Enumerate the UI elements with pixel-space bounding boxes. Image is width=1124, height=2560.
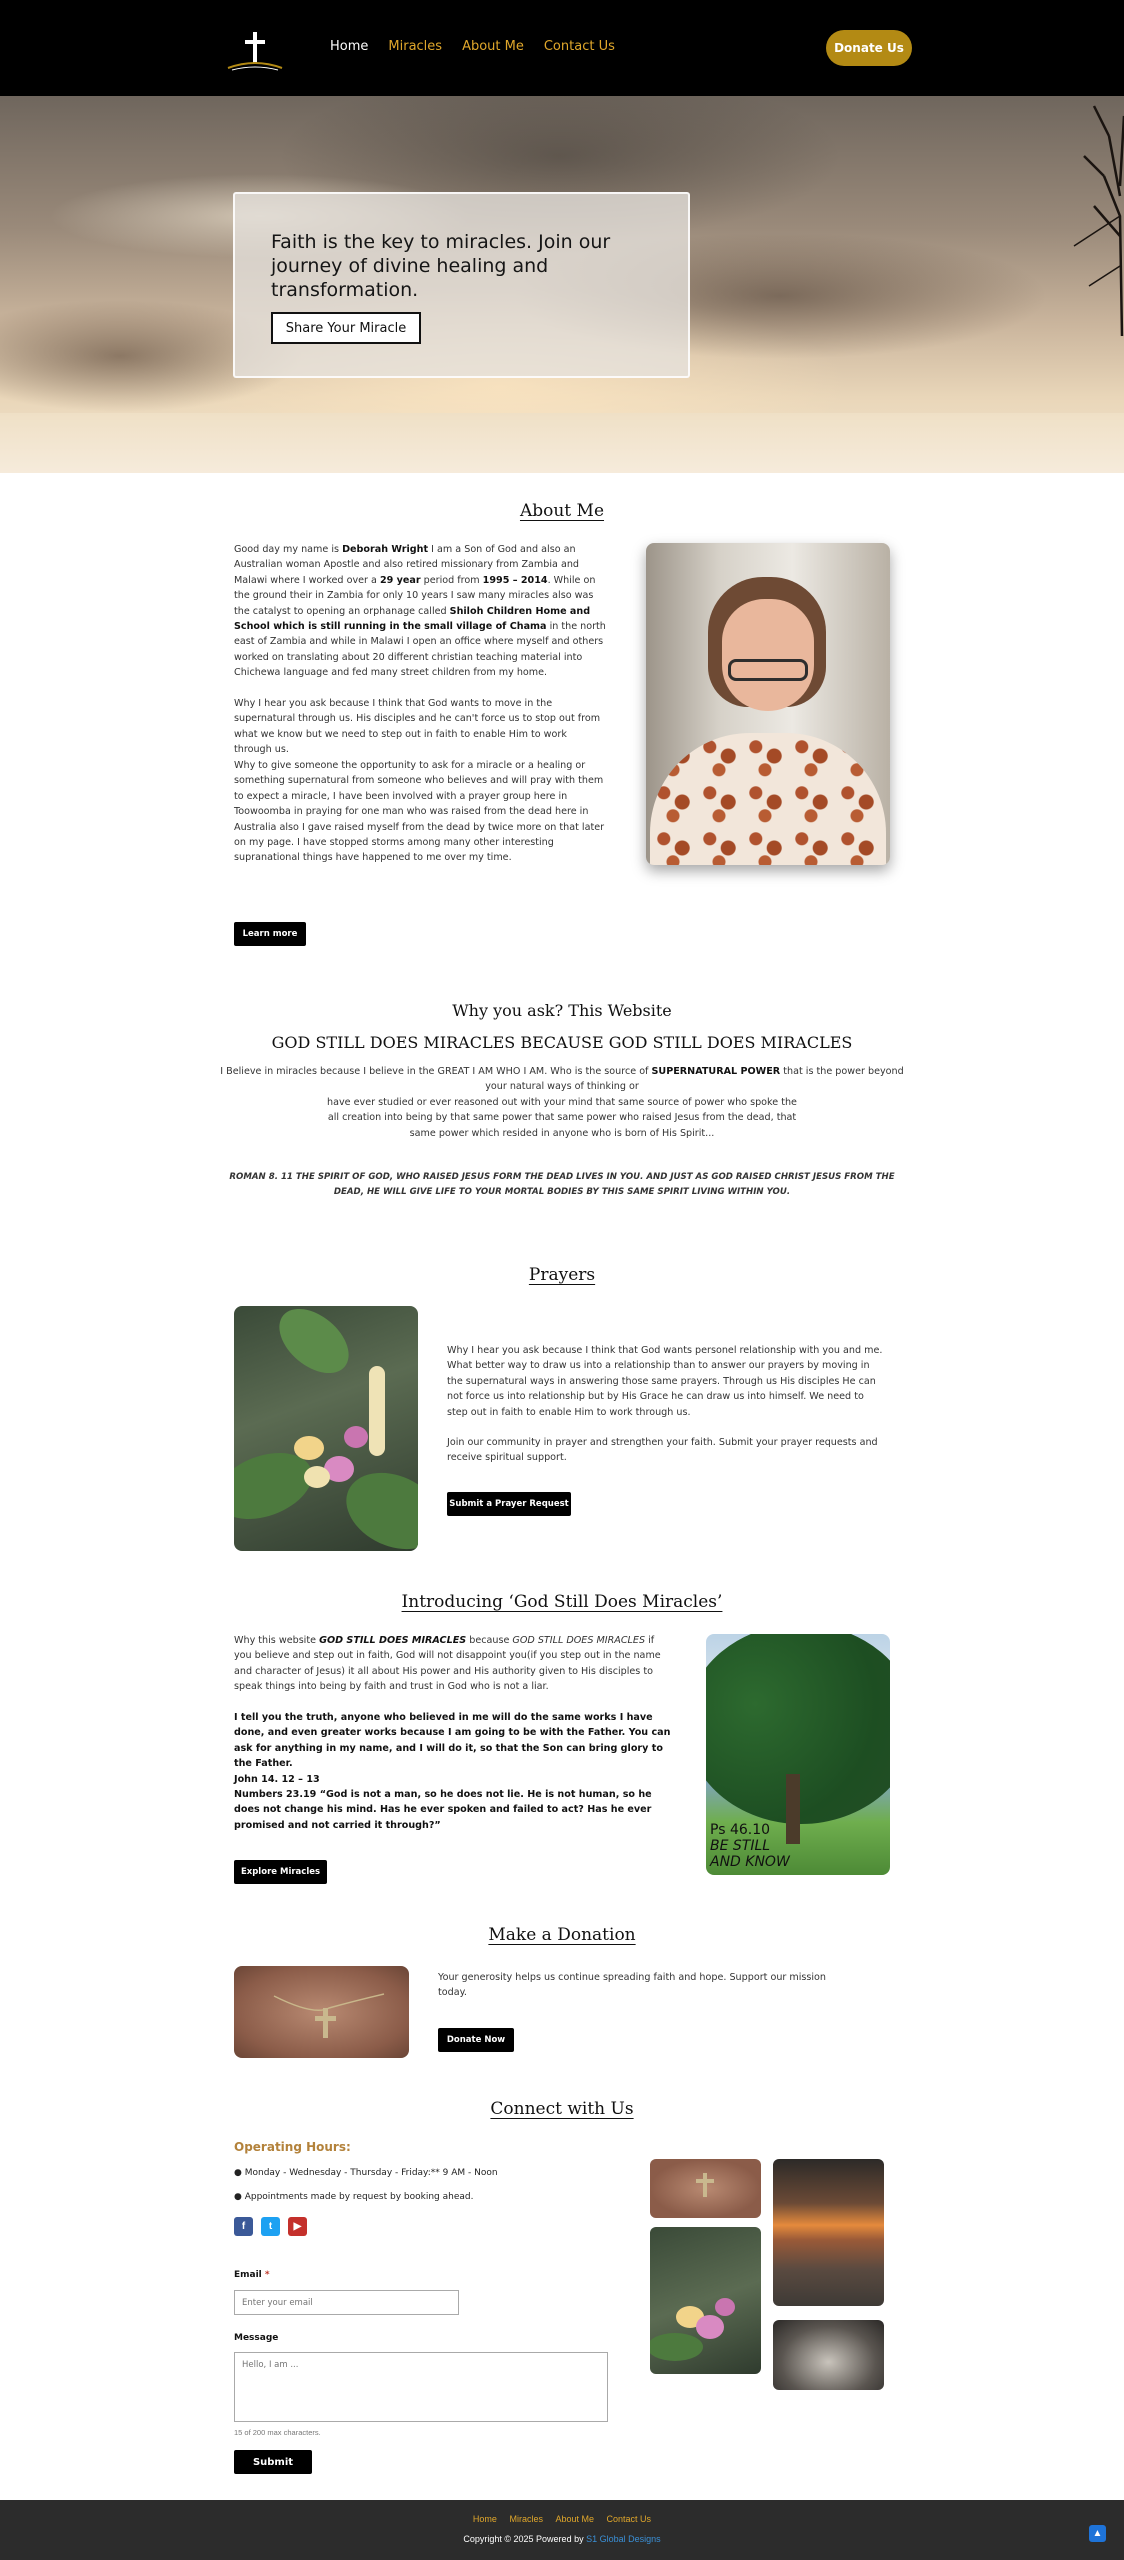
about-heading: About Me — [519, 501, 605, 521]
submit-prayer-request-button[interactable]: Submit a Prayer Request — [447, 1492, 571, 1516]
why-subheading: GOD STILL DOES MIRACLES BECAUSE GOD STILL DOES MIRACLES — [271, 1033, 853, 1052]
intro-heading: Introducing ‘God Still Does Miracles’ — [401, 1592, 723, 1612]
hero-title: Faith is the key to miracles. Join our journey of divine healing and transformation. — [271, 231, 611, 301]
tree-silhouette-icon — [1034, 96, 1124, 336]
intro-paragraph-3: Numbers 23.19 “God is not a man, so he does not lie. He is not human, so he does not change his mind. Has he ever spoken and failed to act? Has he ever promised and not carried it through?” — [234, 1789, 652, 1831]
hero-banner — [0, 96, 1124, 473]
footer-nav-contact-us[interactable]: Contact Us — [606, 2514, 652, 2524]
about-paragraph-2: Why I hear you ask because I think that God wants to move in the supernatural through us. His disciples and he can't force us to stop out from what we know but we need to step out in faith to enable Him to work through us. — [234, 698, 601, 756]
prayers-paragraph-2: Join our community in prayer and strengthen your faith. Submit your prayer requests and receive spiritual support. — [447, 1437, 878, 1464]
orchid-photo — [234, 1306, 418, 1551]
portrait-photo — [646, 543, 890, 865]
learn-more-button[interactable]: Learn more — [234, 922, 306, 946]
operating-hours-title: Operating Hours: — [234, 2140, 351, 2154]
submit-button[interactable]: Submit — [234, 2450, 312, 2474]
why-text: I Believe in miracles because I believe in the GREAT I AM WHO I AM. Who is the source of SUPERNATURAL POWER that is the power beyond your natural ways of thinking or have ever studied or ever reasoned out with your mind that same source of power who spoke the all creation into being by that same power that same power who raised Jesus from the dead, that same power which resided in anyone who is born of His Spirit... — [220, 1066, 904, 1139]
donation-text: Your generosity helps us continue spreading faith and hope. Support our mission today. — [438, 1972, 827, 1999]
nav-miracles[interactable]: Miracles — [388, 39, 443, 54]
site-header — [0, 0, 1124, 96]
footer-nav-miracles[interactable]: Miracles — [509, 2514, 543, 2524]
explore-miracles-button[interactable]: Explore Miracles — [234, 1860, 327, 1884]
about-paragraph-3: Why to give someone the opportunity to ask for a miracle or a healing or something supernatural from someone who believes and will pray with them to expect a miracle, I have been involved with a prayer group here in Toowoomba in praying for one man who was raised from the dead here in Australia also I gave raised myself from the dead by twice more on that later on my page. I have stopped storms among many other interesting supranational things have happened to me over my time. — [234, 760, 605, 864]
brand-link[interactable]: S1 Global Designs — [586, 2534, 661, 2544]
nav-contact-us[interactable]: Contact Us — [543, 39, 615, 54]
cross-necklace-photo — [234, 1966, 409, 2058]
gallery-orchid-photo[interactable] — [650, 2227, 761, 2374]
nav-home[interactable]: Home — [330, 39, 369, 54]
youtube-icon[interactable]: ▶ — [288, 2217, 307, 2236]
tree-scripture-photo: Ps 46.10 BE STILL AND KNOW — [706, 1634, 890, 1875]
copyright: Copyright © 2025 Powered by S1 Global Designs — [463, 2534, 661, 2544]
site-footer — [0, 2500, 1124, 2560]
twitter-icon[interactable]: t — [261, 2217, 280, 2236]
roman-verse: ROMAN 8. 11 THE SPIRIT OF GOD, WHO RAISED JESUS FORM THE DEAD LIVES IN YOU. AND JUST AS GOD RAISED CHRIST JESUS FROM THE DEAD, HE WILL GIVE LIFE TO YOUR MORTAL BODIES BY THIS SAME SPIRIT LIVING WITHIN YOU. — [229, 1172, 895, 1198]
facebook-icon[interactable]: f — [234, 2217, 253, 2236]
prayers-heading: Prayers — [528, 1265, 596, 1285]
donation-heading: Make a Donation — [488, 1925, 636, 1945]
main-nav — [330, 39, 635, 54]
nav-about-me[interactable]: About Me — [462, 39, 524, 54]
email-label: Email * — [234, 2270, 270, 2280]
donate-us-button[interactable]: Donate Us — [826, 30, 912, 66]
footer-nav — [0, 2514, 1124, 2524]
hours-line: ● Monday - Wednesday - Thursday - Friday:** 9 AM - Noon — [234, 2168, 498, 2178]
share-miracle-button[interactable]: Share Your Miracle — [271, 312, 421, 344]
char-count-hint: 15 of 200 max characters. — [234, 2428, 321, 2437]
connect-heading: Connect with Us — [490, 2099, 634, 2119]
why-heading: Why you ask? This Website — [452, 1001, 672, 1020]
donate-now-button[interactable]: Donate Now — [438, 2028, 514, 2052]
footer-nav-home[interactable]: Home — [472, 2514, 497, 2524]
gallery-pottery-photo[interactable] — [773, 2320, 884, 2390]
about-paragraph-1: Good day my name is Deborah Wright I am a Son of God and also an Australian woman Apostle and also retired missionary from Zambia and Malawi where I worked over a 29 year period from 1995 – 2014. While on the ground their in Zambia for only 10 years I saw many miracles also was the catalyst to opening an orphanage called Shiloh Children Home and School which is still running in the small village of Chama in the north east of Zambia and while in Malawi I open an office where myself and others worked on translating about 20 different christian teaching material into Chichewa language and fed many street children from my home. — [234, 544, 606, 679]
intro-paragraph-1: Why this website GOD STILL DOES MIRACLES because GOD STILL DOES MIRACLES if you believe and step out in faith, God will not disappoint you(if you step out in the name and character of Jesus) it all about His power and His authority given to His disciples to speak things into being by faith and trust in God who is not a liar. — [234, 1635, 661, 1693]
message-label: Message — [234, 2333, 279, 2343]
email-field[interactable] — [234, 2290, 459, 2315]
cross-logo-icon[interactable] — [224, 28, 286, 72]
hero-card — [233, 192, 690, 378]
appointments-line: ● Appointments made by request by booking ahead. — [234, 2192, 474, 2202]
gallery-cross-photo[interactable] — [650, 2159, 761, 2218]
intro-paragraph-2: I tell you the truth, anyone who believed in me will do the same works I have done, and even greater works because I am going to be with the Father. You can ask for anything in my name, and I will do it, so that the Son can bring glory to the Father. John 14. 12 – 13 — [234, 1712, 671, 1785]
gallery-sunset-photo[interactable] — [773, 2159, 884, 2306]
message-field[interactable] — [234, 2352, 608, 2422]
hero-horizon — [0, 413, 1124, 473]
footer-nav-about-me[interactable]: About Me — [555, 2514, 595, 2524]
prayers-paragraph-1: Why I hear you ask because I think that God wants personel relationship with you and me. What better way to draw us into a relationship than to answer our prayers by moving in the supernatural ways in answering those same prayers. Through us His disciples He can not force us into relationship but by His Grace he can draw us into himself. We need to step out in faith to enable Him to work through us. — [447, 1345, 883, 1418]
back-to-top-icon[interactable]: ▲ — [1089, 2525, 1106, 2542]
